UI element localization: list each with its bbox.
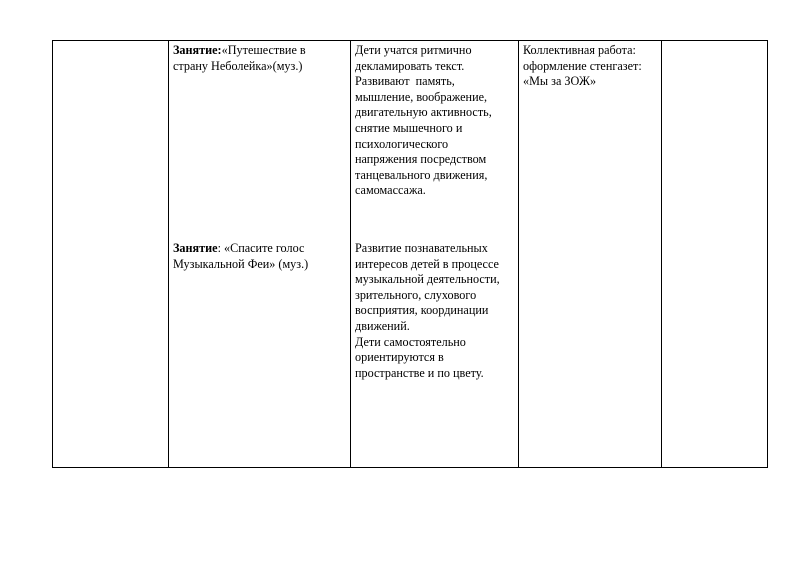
- lesson-title: «Путешествие в: [221, 43, 306, 57]
- text-line: напряжения посредством: [355, 152, 487, 167]
- text-line: ориентируются в: [355, 350, 444, 365]
- text-line: «Мы за ЗОЖ»: [523, 74, 597, 89]
- text-line: психологического: [355, 136, 449, 151]
- text-line: зрительного, слухового: [355, 287, 477, 302]
- text-line: двигательную активность,: [355, 105, 492, 120]
- empty-cell-col5: [665, 43, 765, 463]
- text-line: Коллективная работа:: [523, 43, 636, 57]
- text-line: интересов детей в процессе: [355, 256, 499, 271]
- text-line: восприятия, координации: [355, 303, 489, 318]
- lesson-1: [173, 43, 347, 74]
- lesson-label: Занятие: [173, 241, 218, 255]
- collective-work: [523, 43, 659, 90]
- text-line: движений.: [355, 318, 410, 333]
- text-line: танцевального движения,: [355, 167, 488, 182]
- text-line: мышление, воображение,: [355, 89, 488, 104]
- column-divider: [168, 41, 169, 467]
- lesson-title-cont: страну Неболейка»(муз.): [173, 58, 303, 73]
- schedule-table: [52, 40, 768, 468]
- lesson-label: Занятие:: [173, 43, 222, 57]
- text-line: Развитие познавательных: [355, 241, 488, 255]
- lesson-2: [173, 241, 347, 272]
- text-line: снятие мышечного и: [355, 120, 463, 135]
- text-line: декламировать текст.: [355, 58, 465, 73]
- description-2: [355, 241, 517, 381]
- lesson-title-cont: Музыкальной Феи» (муз.): [173, 256, 309, 271]
- description-1: [355, 43, 517, 199]
- empty-cell-col1: [55, 43, 165, 463]
- text-line: Дети учатся ритмично: [355, 43, 472, 57]
- text-line: музыкальной деятельности,: [355, 272, 500, 287]
- text-line: пространстве и по цвету.: [355, 365, 484, 380]
- text-line: оформление стенгазет:: [523, 58, 642, 73]
- column-divider: [661, 41, 662, 467]
- column-divider: [518, 41, 519, 467]
- lesson-title: : «Спасите голос: [217, 241, 305, 255]
- text-line: Дети самостоятельно: [355, 334, 466, 349]
- text-line: самомассажа.: [355, 183, 426, 198]
- column-divider: [350, 41, 351, 467]
- text-line: Развивают память,: [355, 74, 455, 89]
